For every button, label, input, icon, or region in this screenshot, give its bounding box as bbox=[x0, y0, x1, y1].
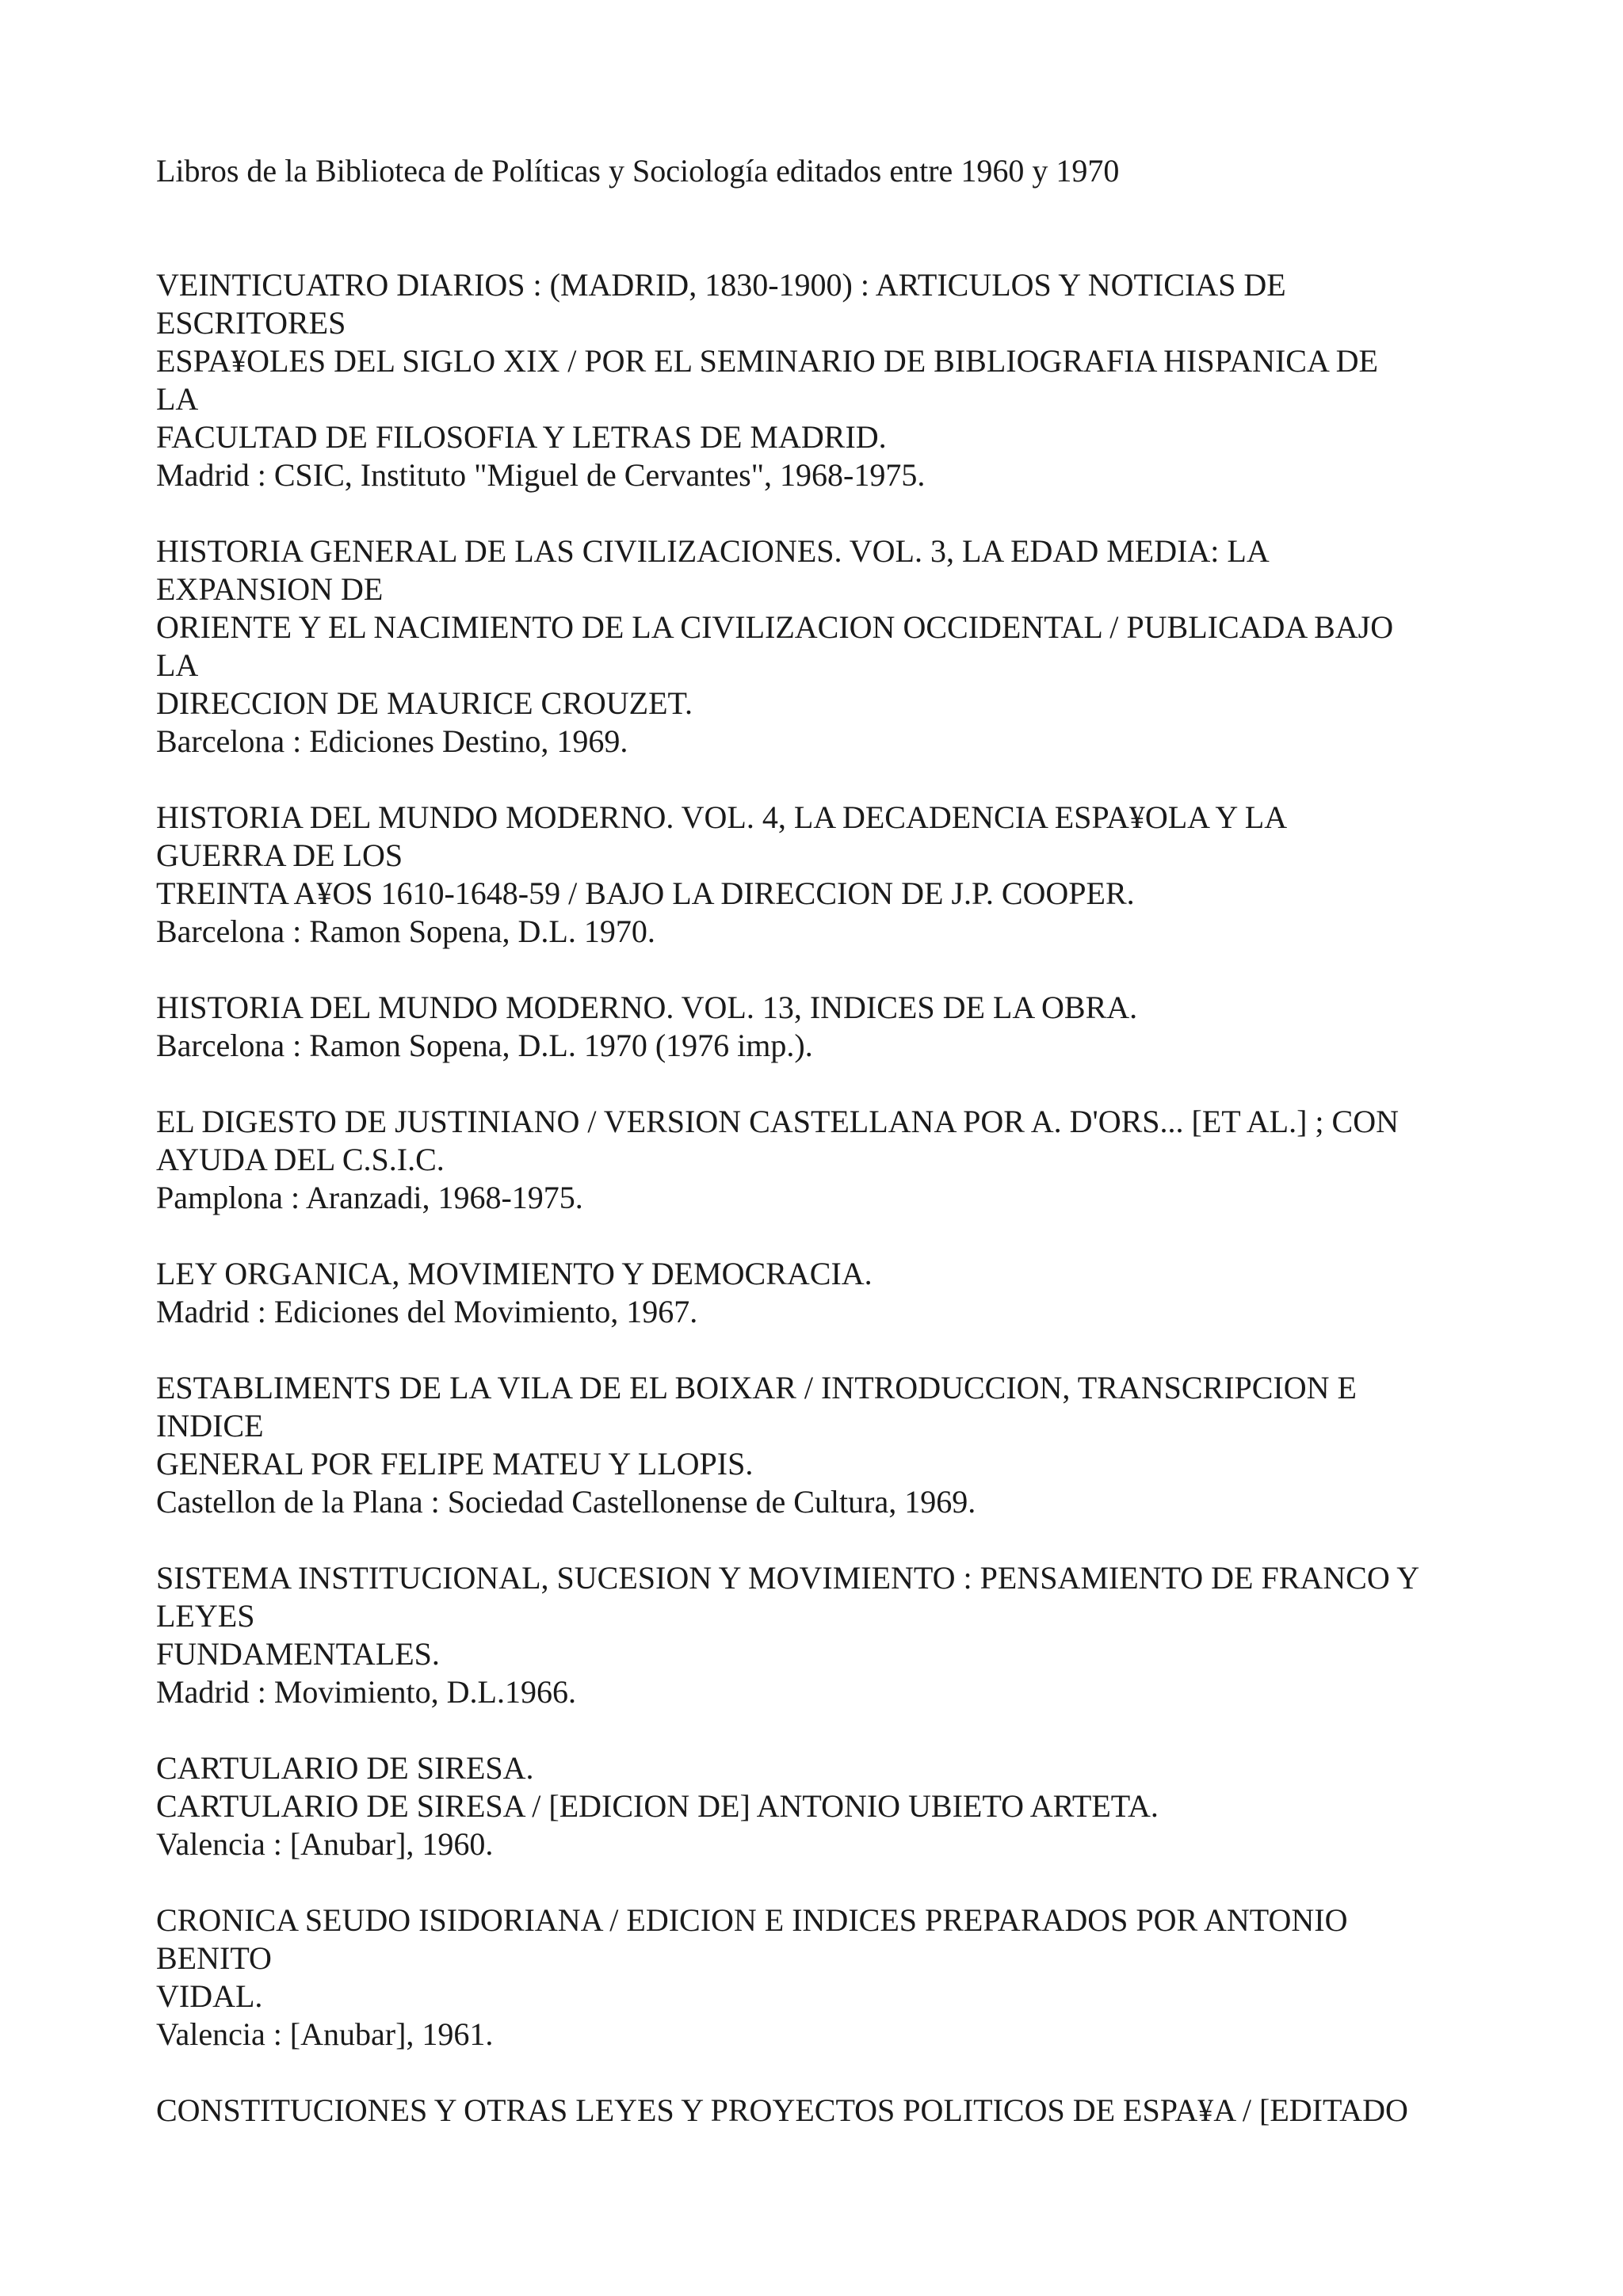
entry-line: VEINTICUATRO DIARIOS : (MADRID, 1830-1900) : ARTICULOS Y NOTICIAS DE bbox=[156, 267, 1286, 303]
catalog-entry bbox=[156, 2092, 1503, 2130]
entry-line: BENITO bbox=[156, 1940, 272, 1976]
entry-line: CRONICA SEUDO ISIDORIANA / EDICION E INDICES PREPARADOS POR ANTONIO bbox=[156, 1902, 1348, 1938]
entry-line: CARTULARIO DE SIRESA. bbox=[156, 1750, 534, 1786]
entry-line: INDICE bbox=[156, 1408, 264, 1444]
entry-line: ESTABLIMENTS DE LA VILA DE EL BOIXAR / INTRODUCCION, TRANSCRIPCION E bbox=[156, 1370, 1357, 1405]
entry-line: FUNDAMENTALES. bbox=[156, 1636, 440, 1672]
catalog-entry bbox=[156, 799, 1503, 951]
entry-line: AYUDA DEL C.S.I.C. bbox=[156, 1142, 445, 1177]
document-title: Libros de la Biblioteca de Políticas y Sociología editados entre 1960 y 1970 bbox=[156, 153, 1120, 189]
entry-line: HISTORIA GENERAL DE LAS CIVILIZACIONES. VOL. 3, LA EDAD MEDIA: LA bbox=[156, 533, 1270, 569]
entry-line: ESPA¥OLES DEL SIGLO XIX / POR EL SEMINARIO DE BIBLIOGRAFIA HISPANICA DE bbox=[156, 343, 1378, 379]
catalog-entry bbox=[156, 266, 1503, 494]
catalog-entry bbox=[156, 989, 1503, 1065]
catalog-entry bbox=[156, 1559, 1503, 1711]
entry-line: LEYES bbox=[156, 1598, 255, 1634]
entry-line: VIDAL. bbox=[156, 1978, 263, 2014]
entry-line: CONSTITUCIONES Y OTRAS LEYES Y PROYECTOS POLITICOS DE ESPA¥A / [EDITADO bbox=[156, 2092, 1408, 2128]
entry-line: ORIENTE Y EL NACIMIENTO DE LA CIVILIZACION OCCIDENTAL / PUBLICADA BAJO bbox=[156, 609, 1394, 645]
catalog-entry bbox=[156, 1749, 1503, 1863]
entry-line: HISTORIA DEL MUNDO MODERNO. VOL. 4, LA DECADENCIA ESPA¥OLA Y LA bbox=[156, 799, 1288, 835]
entry-line: Castellon de la Plana : Sociedad Castellonense de Cultura, 1969. bbox=[156, 1484, 976, 1520]
catalog-entry bbox=[156, 1369, 1503, 1521]
entry-line: Madrid : Ediciones del Movimiento, 1967. bbox=[156, 1294, 698, 1329]
entry-line: GENERAL POR FELIPE MATEU Y LLOPIS. bbox=[156, 1446, 754, 1482]
entry-line: Barcelona : Ramon Sopena, D.L. 1970. bbox=[156, 913, 655, 949]
catalog-entry bbox=[156, 1255, 1503, 1331]
entry-list bbox=[156, 266, 1503, 2130]
entry-line: CARTULARIO DE SIRESA / [EDICION DE] ANTONIO UBIETO ARTETA. bbox=[156, 1788, 1159, 1824]
entry-line: EL DIGESTO DE JUSTINIANO / VERSION CASTELLANA POR A. D'ORS... [ET AL.] ; CON bbox=[156, 1104, 1399, 1139]
entry-line: Valencia : [Anubar], 1960. bbox=[156, 1826, 494, 1862]
entry-line: ESCRITORES bbox=[156, 305, 346, 341]
entry-line: GUERRA DE LOS bbox=[156, 837, 403, 873]
entry-line: FACULTAD DE FILOSOFIA Y LETRAS DE MADRID. bbox=[156, 419, 887, 455]
entry-line: LEY ORGANICA, MOVIMIENTO Y DEMOCRACIA. bbox=[156, 1256, 873, 1291]
entry-line: SISTEMA INSTITUCIONAL, SUCESION Y MOVIMIENTO : PENSAMIENTO DE FRANCO Y bbox=[156, 1560, 1420, 1596]
entry-line: Pamplona : Aranzadi, 1968-1975. bbox=[156, 1180, 583, 1215]
entry-line: Barcelona : Ramon Sopena, D.L. 1970 (1976 imp.). bbox=[156, 1028, 813, 1063]
entry-line: EXPANSION DE bbox=[156, 571, 384, 607]
entry-line: HISTORIA DEL MUNDO MODERNO. VOL. 13, INDICES DE LA OBRA. bbox=[156, 990, 1138, 1025]
entry-line: Valencia : [Anubar], 1961. bbox=[156, 2016, 494, 2052]
catalog-entry bbox=[156, 532, 1503, 761]
entry-line: Barcelona : Ediciones Destino, 1969. bbox=[156, 723, 628, 759]
entry-line: DIRECCION DE MAURICE CROUZET. bbox=[156, 685, 693, 721]
entry-line: Madrid : Movimiento, D.L.1966. bbox=[156, 1674, 576, 1710]
entry-line: LA bbox=[156, 381, 199, 417]
catalog-entry bbox=[156, 1103, 1503, 1217]
document-page bbox=[156, 152, 1503, 2168]
entry-line: LA bbox=[156, 647, 199, 683]
entry-line: Madrid : CSIC, Instituto "Miguel de Cervantes", 1968-1975. bbox=[156, 457, 926, 493]
entry-line: TREINTA A¥OS 1610-1648-59 / BAJO LA DIRECCION DE J.P. COOPER. bbox=[156, 875, 1135, 911]
catalog-entry bbox=[156, 1901, 1503, 2054]
